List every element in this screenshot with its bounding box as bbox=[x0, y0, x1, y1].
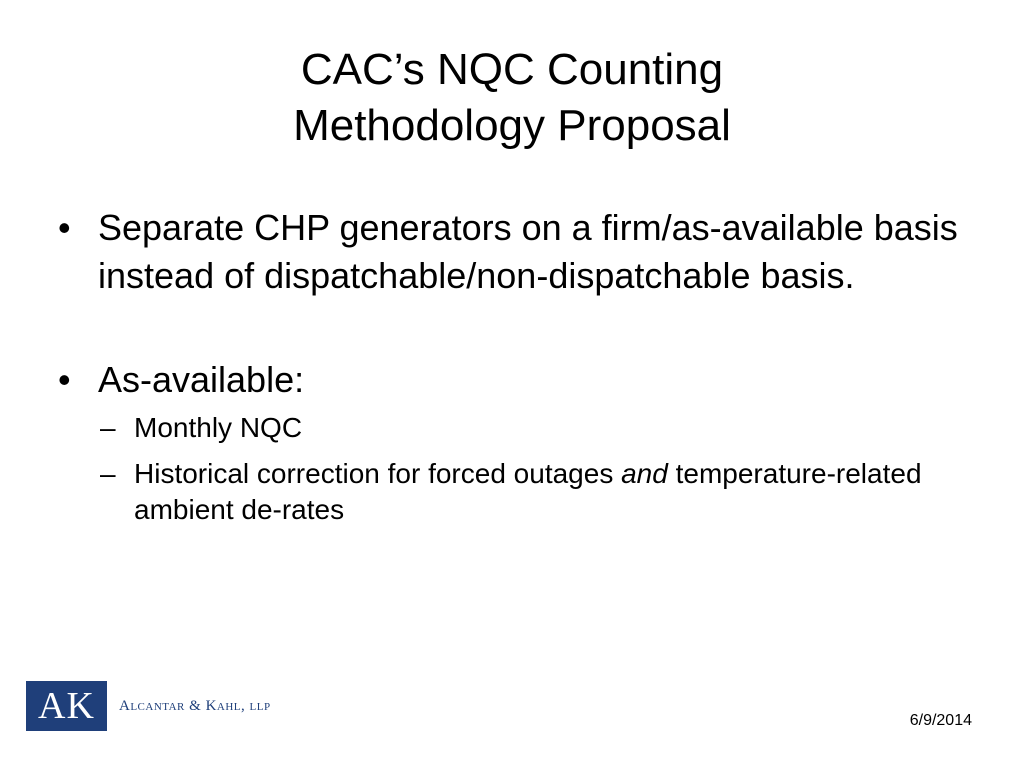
logo-mark: AK bbox=[26, 681, 107, 731]
slide-title bbox=[0, 42, 1024, 154]
sub-bullet-emphasis: and bbox=[621, 458, 668, 489]
sub-bullet-text-start: Historical correction for forced outages bbox=[134, 458, 622, 489]
sub-bullet-item bbox=[58, 456, 958, 528]
sub-bullet-text bbox=[134, 458, 922, 525]
slide-title-line-1: CAC’s NQC Counting bbox=[300, 45, 724, 94]
sub-bullet-text: Monthly NQC bbox=[134, 412, 303, 443]
slide-body bbox=[58, 204, 958, 528]
slide-title-line-2: Methodology Proposal bbox=[293, 101, 731, 150]
company-logo bbox=[26, 681, 271, 731]
sub-bullet-text-end: temperature-related ambient de-rates bbox=[134, 458, 922, 525]
bullet-item bbox=[58, 204, 958, 300]
bullet-marker: • bbox=[58, 207, 71, 248]
bullet-text: As-available: bbox=[98, 359, 305, 400]
bullet-text: Separate CHP generators on a firm/as-available basis instead of dispatchable/non-dispatchable basis. bbox=[98, 207, 958, 296]
sub-bullet-item bbox=[58, 410, 958, 446]
bullet-item bbox=[58, 356, 958, 404]
sub-bullet-marker: – bbox=[100, 412, 116, 443]
sub-bullet-marker: – bbox=[100, 458, 116, 489]
bullet-marker: • bbox=[58, 359, 71, 400]
logo-company-name: Alcantar & Kahl, llp bbox=[119, 698, 271, 714]
slide-date: 6/9/2014 bbox=[909, 712, 972, 729]
